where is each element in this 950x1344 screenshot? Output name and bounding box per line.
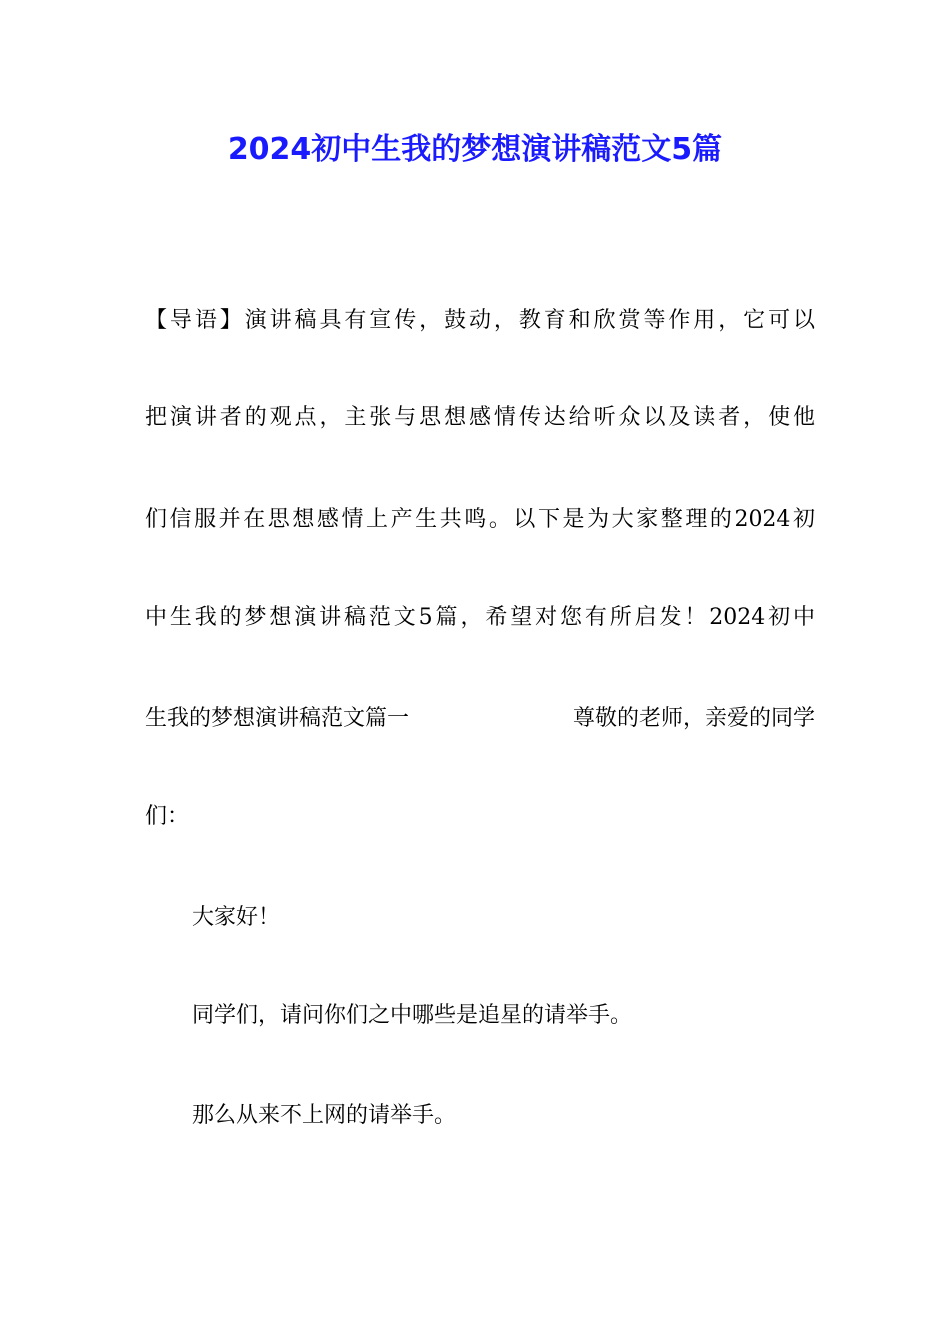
body-line: 们： [145, 804, 190, 829]
body-line: 中生我的梦想演讲稿范文5篇，希望对您有所启发！2024初中 [145, 605, 815, 630]
section-heading-text: 生我的梦想演讲稿范文篇一 [145, 706, 410, 731]
document-title: 2024初中生我的梦想演讲稿范文5篇 [227, 132, 723, 167]
body-line: 【导语】演讲稿具有宣传，鼓动，教育和欣赏等作用，它可以 [145, 308, 815, 333]
paragraph: 那么从来不上网的请举手。 [192, 1103, 457, 1128]
paragraph: 同学们，请问你们之中哪些是追星的请举手。 [192, 1003, 633, 1028]
paragraph: 大家好！ [192, 905, 281, 930]
body-line-split [145, 704, 815, 734]
salutation-text: 尊敬的老师，亲爱的同学 [572, 706, 815, 731]
body-line: 们信服并在思想感情上产生共鸣。以下是为大家整理的2024初 [145, 507, 815, 532]
body-line: 把演讲者的观点，主张与思想感情传达给听众以及读者，使他 [145, 405, 815, 430]
